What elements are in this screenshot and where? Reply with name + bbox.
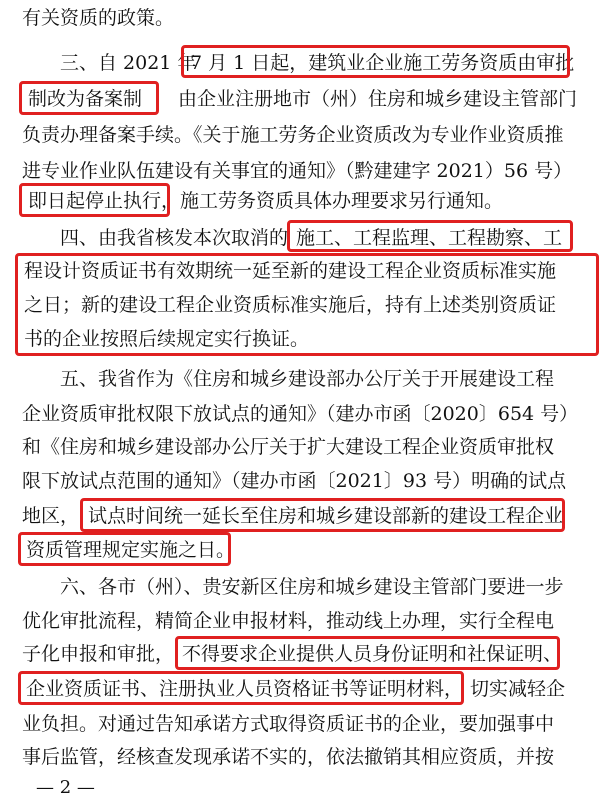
text-line bbox=[0, 396, 600, 432]
text-line bbox=[0, 287, 600, 323]
paragraph-text: 施工劳务资质具体办理要求另行通知。 bbox=[180, 190, 504, 212]
highlighted-text: 试点时间统一延长至住房和城乡建设部新的建设工程企业 bbox=[88, 505, 564, 527]
text-line bbox=[0, 81, 600, 117]
page-footer bbox=[0, 773, 600, 803]
paragraph-text: 子化申报和审批， bbox=[22, 643, 175, 665]
text-line bbox=[0, 253, 600, 289]
paragraph-text: 六、各市（州）、贵安新区住房和城乡建设主管部门要进一步 bbox=[60, 576, 564, 598]
text-line bbox=[0, 706, 600, 742]
paragraph-text: 有关资质的政策。 bbox=[22, 7, 175, 29]
paragraph-text: 地区， bbox=[22, 505, 80, 527]
highlighted-text: 制改为备案制 bbox=[28, 88, 143, 110]
text-line bbox=[0, 463, 600, 499]
text-line bbox=[0, 321, 600, 357]
text-line bbox=[0, 45, 600, 81]
highlighted-text: 7 月 1 日起，建筑业企业施工劳务资质由审批 bbox=[190, 52, 575, 74]
highlighted-text: 施工、工程监理、工程勘察、工 bbox=[296, 227, 563, 249]
paragraph-text: 事后监管，经核查发现承诺不实的，依法撤销其相应资质，并按 bbox=[22, 746, 555, 768]
paragraph-text: 切实减轻企 bbox=[470, 678, 566, 700]
highlighted-text: 程设计资质证书有效期统一延至新的建设工程企业资质标准实施 bbox=[24, 260, 557, 282]
text-line bbox=[0, 220, 600, 256]
highlighted-text: 即日起停止执行， bbox=[28, 190, 181, 212]
paragraph-text: 五、我省作为《住房和城乡建设部办公厅关于开展建设工程 bbox=[60, 368, 555, 390]
paragraph-text: 优化审批流程，精简企业申报材料，推动线上办理，实行全程电 bbox=[22, 610, 555, 632]
paragraph-text: 三、自 2021 年 bbox=[60, 52, 197, 74]
highlighted-text: 企业资质证书、注册执业人员资格证书等证明材料， bbox=[26, 678, 464, 700]
text-line bbox=[0, 671, 600, 707]
paragraph-text: 限下放试点范围的通知》（建办市函〔2021〕93 号）明确的试点 bbox=[22, 470, 567, 492]
paragraph-text: 由企业注册地市（州）住房和城乡建设主管部门 bbox=[178, 88, 578, 110]
paragraph-text: 负责办理备案手续。《关于施工劳务企业资质改为专业作业资质推 bbox=[22, 124, 564, 146]
text-line bbox=[0, 498, 600, 534]
text-line bbox=[0, 739, 600, 775]
text-line bbox=[0, 532, 600, 568]
highlighted-text: 之日；新的建设工程企业资质标准实施后，持有上述类别资质证 bbox=[24, 294, 557, 316]
text-line bbox=[0, 117, 600, 153]
text-line bbox=[0, 569, 600, 605]
text-line bbox=[0, 603, 600, 639]
paragraph-text: 和《住房和城乡建设部办公厅关于扩大建设工程企业资质审批权 bbox=[22, 436, 555, 458]
highlighted-text: 资质管理规定实施之日。 bbox=[26, 539, 236, 561]
text-line bbox=[0, 183, 600, 219]
text-line bbox=[0, 636, 600, 672]
paragraph-text: 业负担。对通过告知承诺方式取得资质证书的企业，要加强事中 bbox=[22, 713, 555, 735]
text-line bbox=[0, 361, 600, 397]
text-line bbox=[0, 429, 600, 465]
text-line bbox=[0, 0, 600, 36]
paragraph-text: 四、由我省核发本次取消的 bbox=[60, 227, 289, 249]
page-number: — 2 — bbox=[36, 777, 95, 798]
paragraph-text: 进专业作业队伍建设有关事宜的通知》（黔建建字 2021）56 号） bbox=[22, 160, 573, 182]
highlighted-text: 不得要求企业提供人员身份证明和社保证明、 bbox=[182, 643, 563, 665]
paragraph-text: 企业资质审批权限下放试点的通知》（建办市函〔2020〕654 号） bbox=[22, 403, 579, 425]
highlighted-text: 书的企业按照后续规定实行换证。 bbox=[24, 328, 310, 350]
